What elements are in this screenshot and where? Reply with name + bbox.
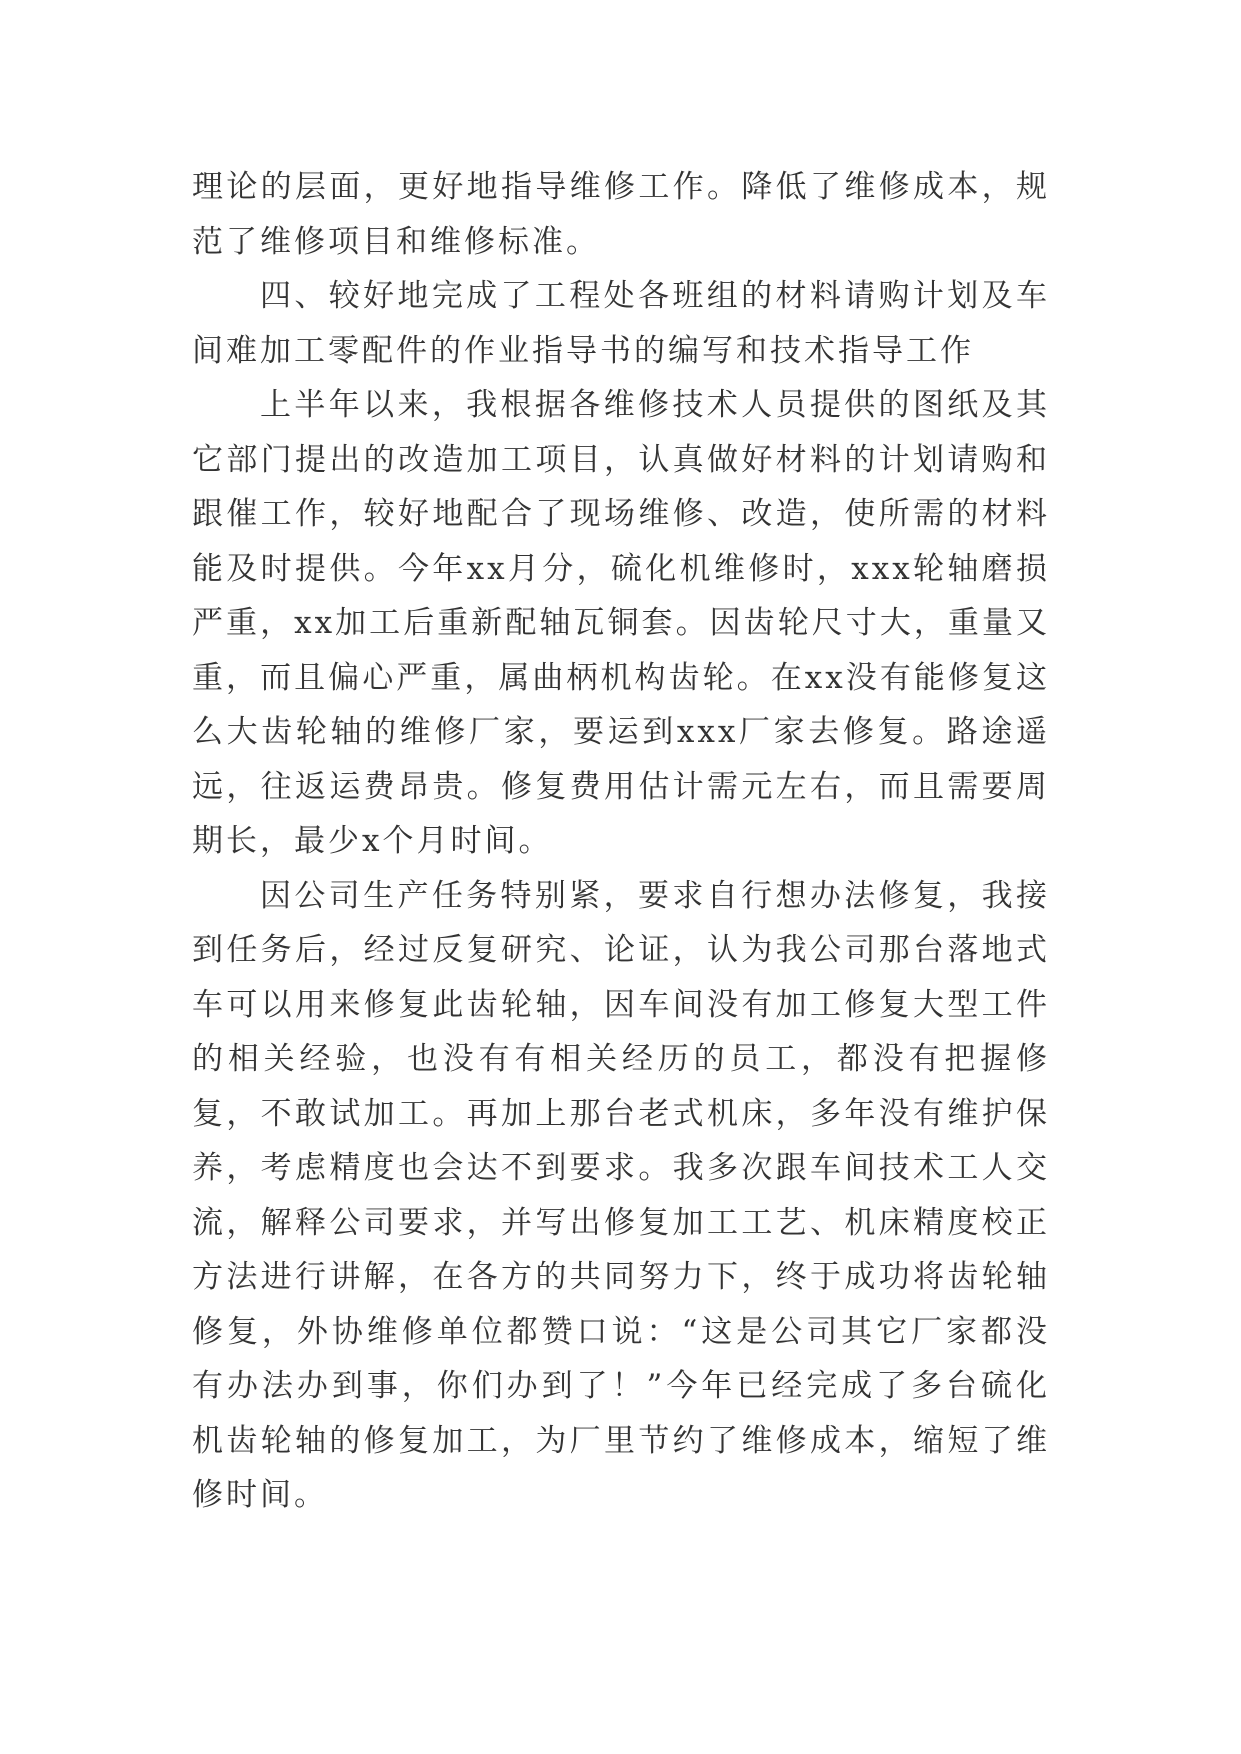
document-body: [192, 160, 1050, 1523]
paragraph-continuation: 理论的层面，更好地指导维修工作。降低了维修成本，规范了维修项目和维修标准。: [192, 169, 1050, 260]
paragraph-materials-procurement: 上半年以来，我根据各维修技术人员提供的图纸及其它部门提出的改造加工项目，认真做好材料的计划请购和跟催工作，较好地配合了现场维修、改造，使所需的材料能及时提供。今年xx月分，硫化机维修时，xxx轮轴磨损严重，xx加工后重新配轴瓦铜套。因齿轮尺寸大，重量又重，而且偏心严重，属曲柄机构齿轮。在xx没有能修复这么大齿轮轴的维修厂家，要运到xxx厂家去修复。路途遥远，往返运费昂贵。修复费用估计需元左右，而且需要周期长，最少x个月时间。: [192, 387, 1050, 859]
section-heading-four: 四、较好地完成了工程处各班组的材料请购计划及车间难加工零配件的作业指导书的编写和技术指导工作: [192, 278, 1050, 369]
paragraph-gear-shaft-repair: 因公司生产任务特别紧，要求自行想办法修复，我接到任务后，经过反复研究、论证，认为我公司那台落地式车可以用来修复此齿轮轴，因车间没有加工修复大型工件的相关经验，也没有有相关经历的员工，都没有把握修复，不敢试加工。再加上那台老式机床，多年没有维护保养，考虑精度也会达不到要求。我多次跟车间技术工人交流，解释公司要求，并写出修复加工工艺、机床精度校正方法进行讲解，在各方的共同努力下，终于成功将齿轮轴修复，外协维修单位都赞口说：“这是公司其它厂家都没有办法办到事，你们办到了！”今年已经完成了多台硫化机齿轮轴的修复加工，为厂里节约了维修成本，缩短了维修时间。: [192, 877, 1050, 1513]
